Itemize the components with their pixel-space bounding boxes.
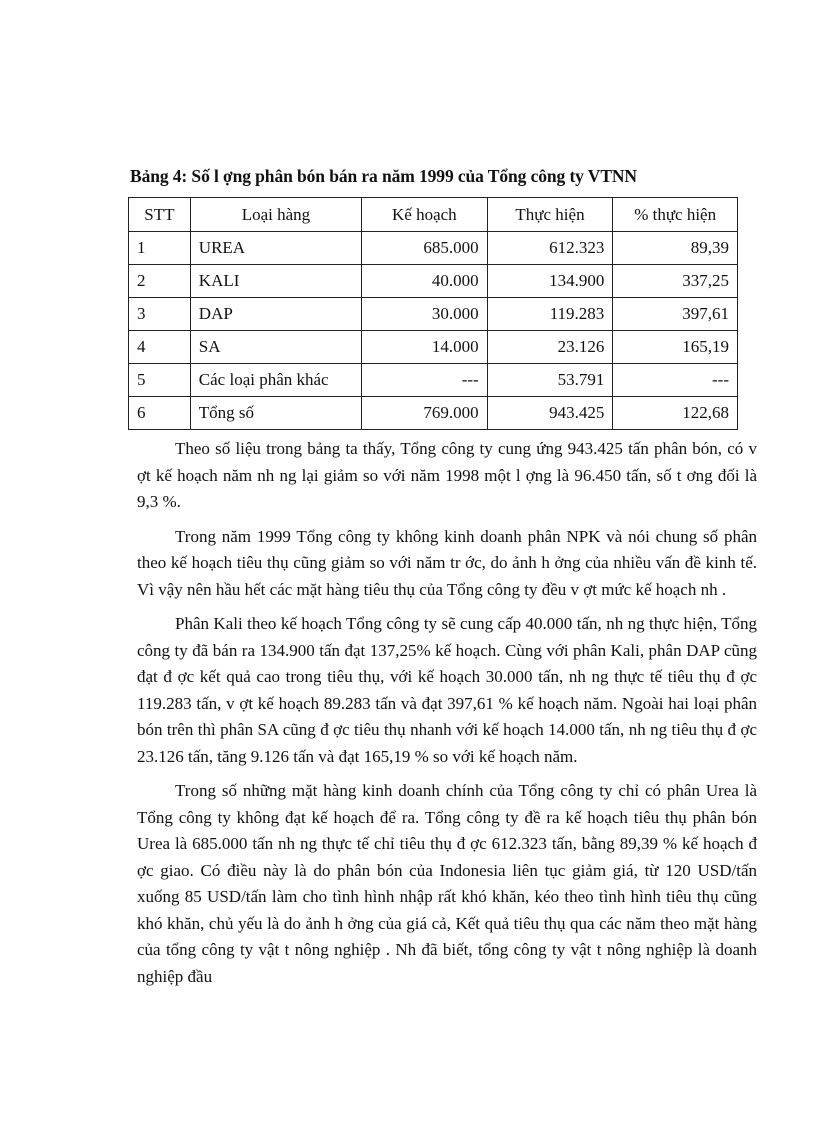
cell-plan: 14.000 [362,331,488,364]
cell-stt: 4 [129,331,191,364]
cell-item-type: Các loại phân khác [190,364,361,397]
cell-plan: 30.000 [362,298,488,331]
cell-stt: 3 [129,298,191,331]
table-row [129,265,738,298]
cell-stt: 6 [129,397,191,430]
header-actual: Thực hiện [487,198,613,232]
header-percent-done: % thực hiện [613,198,738,232]
paragraph: Theo số liệu trong bảng ta thấy, Tổng công ty cung ứng 943.425 tấn phân bón, có v ợt kế hoạch năm nh ng lại giảm so với năm 1998 một l ợng là 96.450 tấn, số t ơng đối là 9,3 %. [137,439,757,511]
cell-percent: 165,19 [613,331,738,364]
cell-plan: 685.000 [362,232,488,265]
cell-actual: 23.126 [487,331,613,364]
cell-percent: 337,25 [613,265,738,298]
header-item-type: Loại hàng [190,198,361,232]
cell-actual: 119.283 [487,298,613,331]
header-stt: STT [129,198,191,232]
cell-stt: 2 [129,265,191,298]
table-row [129,364,738,397]
table-header-row [129,198,738,232]
cell-plan: 40.000 [362,265,488,298]
paragraph: Trong năm 1999 Tổng công ty không kinh doanh phân NPK và nói chung số phân theo kế hoạch tiêu thụ cũng giảm so với năm tr ớc, do ảnh h ởng của nhiều vấn đề kinh tế. Vì vậy nên hầu hết các mặt hàng tiêu thụ của Tổng công ty đều v ợt mức kế hoạch nh . [137,526,757,599]
table-row [129,298,738,331]
cell-actual: 943.425 [487,397,613,430]
cell-percent: 397,61 [613,298,738,331]
table-row [129,331,738,364]
cell-item-type: SA [190,331,361,364]
header-plan: Kế hoạch [362,198,488,232]
table-row [129,232,738,265]
cell-item-type: UREA [190,232,361,265]
cell-percent: --- [613,364,738,397]
table-row [129,397,738,430]
cell-item-type: DAP [190,298,361,331]
cell-actual: 53.791 [487,364,613,397]
table-caption: Bảng 4: Số l ợng phân bón bán ra năm 1999 của Tổng công ty VTNN [130,166,637,186]
cell-stt: 1 [129,232,191,265]
body-text [137,436,757,998]
paragraph: Trong số những mặt hàng kinh doanh chính của Tổng công ty chỉ có phân Urea là Tổng công ty không đạt kế hoạch để ra. Tổng công ty đề ra kế hoạch tiêu thụ phân bón Urea là 685.000 tấn nh ng thực tế chỉ tiêu thụ đ ợc 612.323 tấn, bằng 89,39 % kế hoạch đ ợc giao. Có điều này là do phân bón của Indonesia liên tục giảm giá, từ 120 USD/tấn xuống 85 USD/tấn làm cho tình hình nhập rất khó khăn, kéo theo tình hình tiêu thụ cũng khó khăn, chủ yếu là do ảnh h ởng của giá cả, Kết quả tiêu thụ qua các năm theo mặt hàng của tổng công ty vật t nông nghiệp . Nh đã biết, tổng công ty vật t nông nghiệp là doanh nghiệp đầu [137,781,757,986]
fertilizer-sales-table [128,197,738,430]
cell-actual: 134.900 [487,265,613,298]
cell-item-type: KALI [190,265,361,298]
cell-item-type: Tổng số [190,397,361,430]
cell-plan: --- [362,364,488,397]
cell-percent: 89,39 [613,232,738,265]
paragraph: Phân Kali theo kế hoạch Tổng công ty sẽ cung cấp 40.000 tấn, nh ng thực hiện, Tổng công ty đã bán ra 134.900 tấn đạt 137,25% kế hoạch. Cùng với phân Kali, phân DAP cũng đạt đ ợc kết quả cao trong tiêu thụ, với kế hoạch 30.000 tấn, nh ng thực tế tiêu thụ đ ợc 119.283 tấn, v ợt kế hoạch 89.283 tấn và đạt 397,61 % kế hoạch năm. Ngoài hai loại phân bón trên thì phân SA cũng đ ợc tiêu thụ nhanh với kế hoạch 14.000 tấn, nh ng tiêu thụ đ ợc 23.126 tấn, tăng 9.126 tấn và đạt 165,19 % so với kế hoạch năm. [137,614,757,766]
cell-plan: 769.000 [362,397,488,430]
cell-stt: 5 [129,364,191,397]
cell-actual: 612.323 [487,232,613,265]
cell-percent: 122,68 [613,397,738,430]
